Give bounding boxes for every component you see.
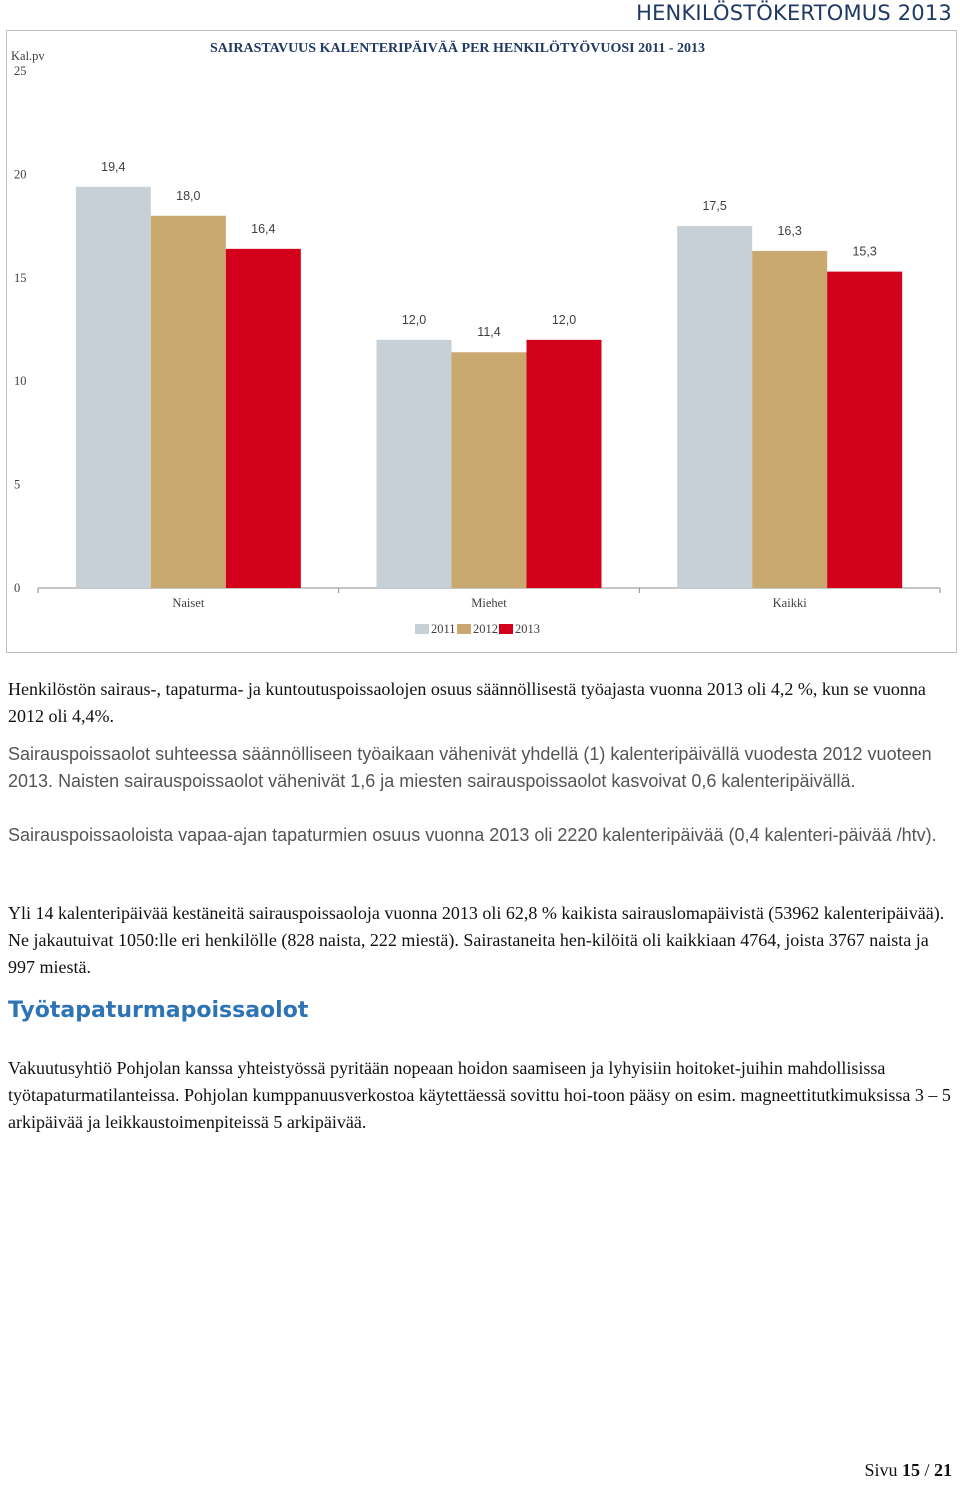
category-label: Miehet xyxy=(471,596,507,610)
bar-miehet-2013 xyxy=(527,340,602,588)
paragraph-leisure-accidents: Sairauspoissaoloista vapaa-ajan tapaturmien osuus vuonna 2013 oli 2220 kalenteripäivää (0,4 kalenteri-päivää /htv). xyxy=(8,825,937,845)
chart-legend xyxy=(415,622,540,636)
bar-value-label: 18,0 xyxy=(176,188,201,203)
bar-naiset-2013 xyxy=(226,249,301,588)
category-label: Kaikki xyxy=(772,596,807,610)
document-header-title: HENKILÖSTÖKERTOMUS 2013 xyxy=(636,1,952,25)
paragraph-long-sick-leaves: Yli 14 kalenteripäivää kestäneitä sairauspoissaoloja vuonna 2013 oli 62,8 % kaikista sairauslomapäivistä (53962 kalenteripäivää). Ne jakautuivat 1050:lle eri henkilölle (828 naista, 222 miestä). Sairastaneita hen-kilöitä oli kaikkiaan 4764, joista 3767 naista ja 997 miestä. xyxy=(8,903,945,977)
legend-swatch-2013 xyxy=(499,624,513,634)
bar-value-label: 15,3 xyxy=(852,244,877,259)
bar-kaikki-2013 xyxy=(827,272,902,588)
bar-value-label: 16,3 xyxy=(777,223,802,238)
bar-naiset-2011 xyxy=(76,187,151,588)
y-axis-ticks xyxy=(14,64,27,595)
chart-canvas xyxy=(7,31,958,654)
paragraph-sick-leave-change-part1: Sairauspoissaolot suhteessa säännölliseen työaikaan vähenivät yhdellä (1) kalenteripäivällä vuodesta 2012 vuoteen 2013. xyxy=(8,744,932,791)
chart-unit-label: Kal.pv xyxy=(11,49,45,63)
legend-label-2013: 2013 xyxy=(515,622,540,636)
section-heading: Työtapaturmapoissaolot xyxy=(8,998,309,1023)
bar-value-label: 12,0 xyxy=(401,312,427,327)
paragraph-sick-leave-change xyxy=(8,741,952,795)
category-labels xyxy=(38,588,940,610)
page-number: Sivu 15 / 21 xyxy=(864,1460,952,1480)
y-tick-label: 25 xyxy=(14,64,27,78)
y-tick-label: 20 xyxy=(14,167,27,182)
bar-miehet-2011 xyxy=(377,340,452,588)
category-label: Naiset xyxy=(172,596,205,610)
legend-swatch-2012 xyxy=(457,624,471,634)
page-total: 21 xyxy=(934,1460,952,1480)
sick-leave-chart xyxy=(6,30,957,653)
bar-value-label: 19,4 xyxy=(101,159,126,174)
legend-swatch-2011 xyxy=(415,624,429,634)
bar-series xyxy=(76,187,902,588)
y-tick-label: 10 xyxy=(14,374,27,389)
y-tick-label: 15 xyxy=(14,270,27,285)
bar-value-label: 12,0 xyxy=(551,312,577,327)
bar-value-label: 11,4 xyxy=(477,325,501,340)
paragraph-absence-share: Henkilöstön sairaus-, tapaturma- ja kuntoutuspoissaolojen osuus säännöllisestä työajasta vuonna 2013 oli 4,2 %, kun se vuonna 2012 oli 4,4%. xyxy=(8,679,926,726)
bar-miehet-2012 xyxy=(452,352,527,588)
paragraph-sick-leave-change-part2: Naisten sairauspoissaolot vähenivät 1,6 ja miesten sairauspoissaolot kasvoivat 0,6 kalenteripäivällä. xyxy=(58,771,856,791)
page-label: Sivu xyxy=(864,1460,898,1480)
legend-label-2012: 2012 xyxy=(473,622,498,636)
bar-value-label: 17,5 xyxy=(702,199,727,214)
bar-kaikki-2012 xyxy=(752,251,827,588)
bar-kaikki-2011 xyxy=(677,226,752,588)
bar-naiset-2012 xyxy=(151,216,226,588)
chart-title: SAIRASTAVUUS KALENTERIPÄIVÄÄ PER HENKILÖTYÖVUOSI 2011 - 2013 xyxy=(210,41,706,56)
legend-label-2011: 2011 xyxy=(431,622,456,636)
y-tick-label: 0 xyxy=(14,581,21,595)
paragraph-occupational-accidents: Vakuutusyhtiö Pohjolan kanssa yhteistyössä pyritään nopeaan hoidon saamiseen ja lyhyisiin hoitoket-juihin mahdollisissa työtapaturmatilanteissa. Pohjolan kumppanuusverkostoa käytettäessä sovittu hoi-toon pääsy on esim. magneettitutkimuksissa 3 – 5 arkipäivää ja leikkaustoimenpiteissä 5 arkipäivää. xyxy=(8,1058,951,1132)
bar-value-label: 16,4 xyxy=(251,221,276,236)
page-current: 15 xyxy=(901,1460,920,1480)
y-tick-label: 5 xyxy=(14,477,21,492)
